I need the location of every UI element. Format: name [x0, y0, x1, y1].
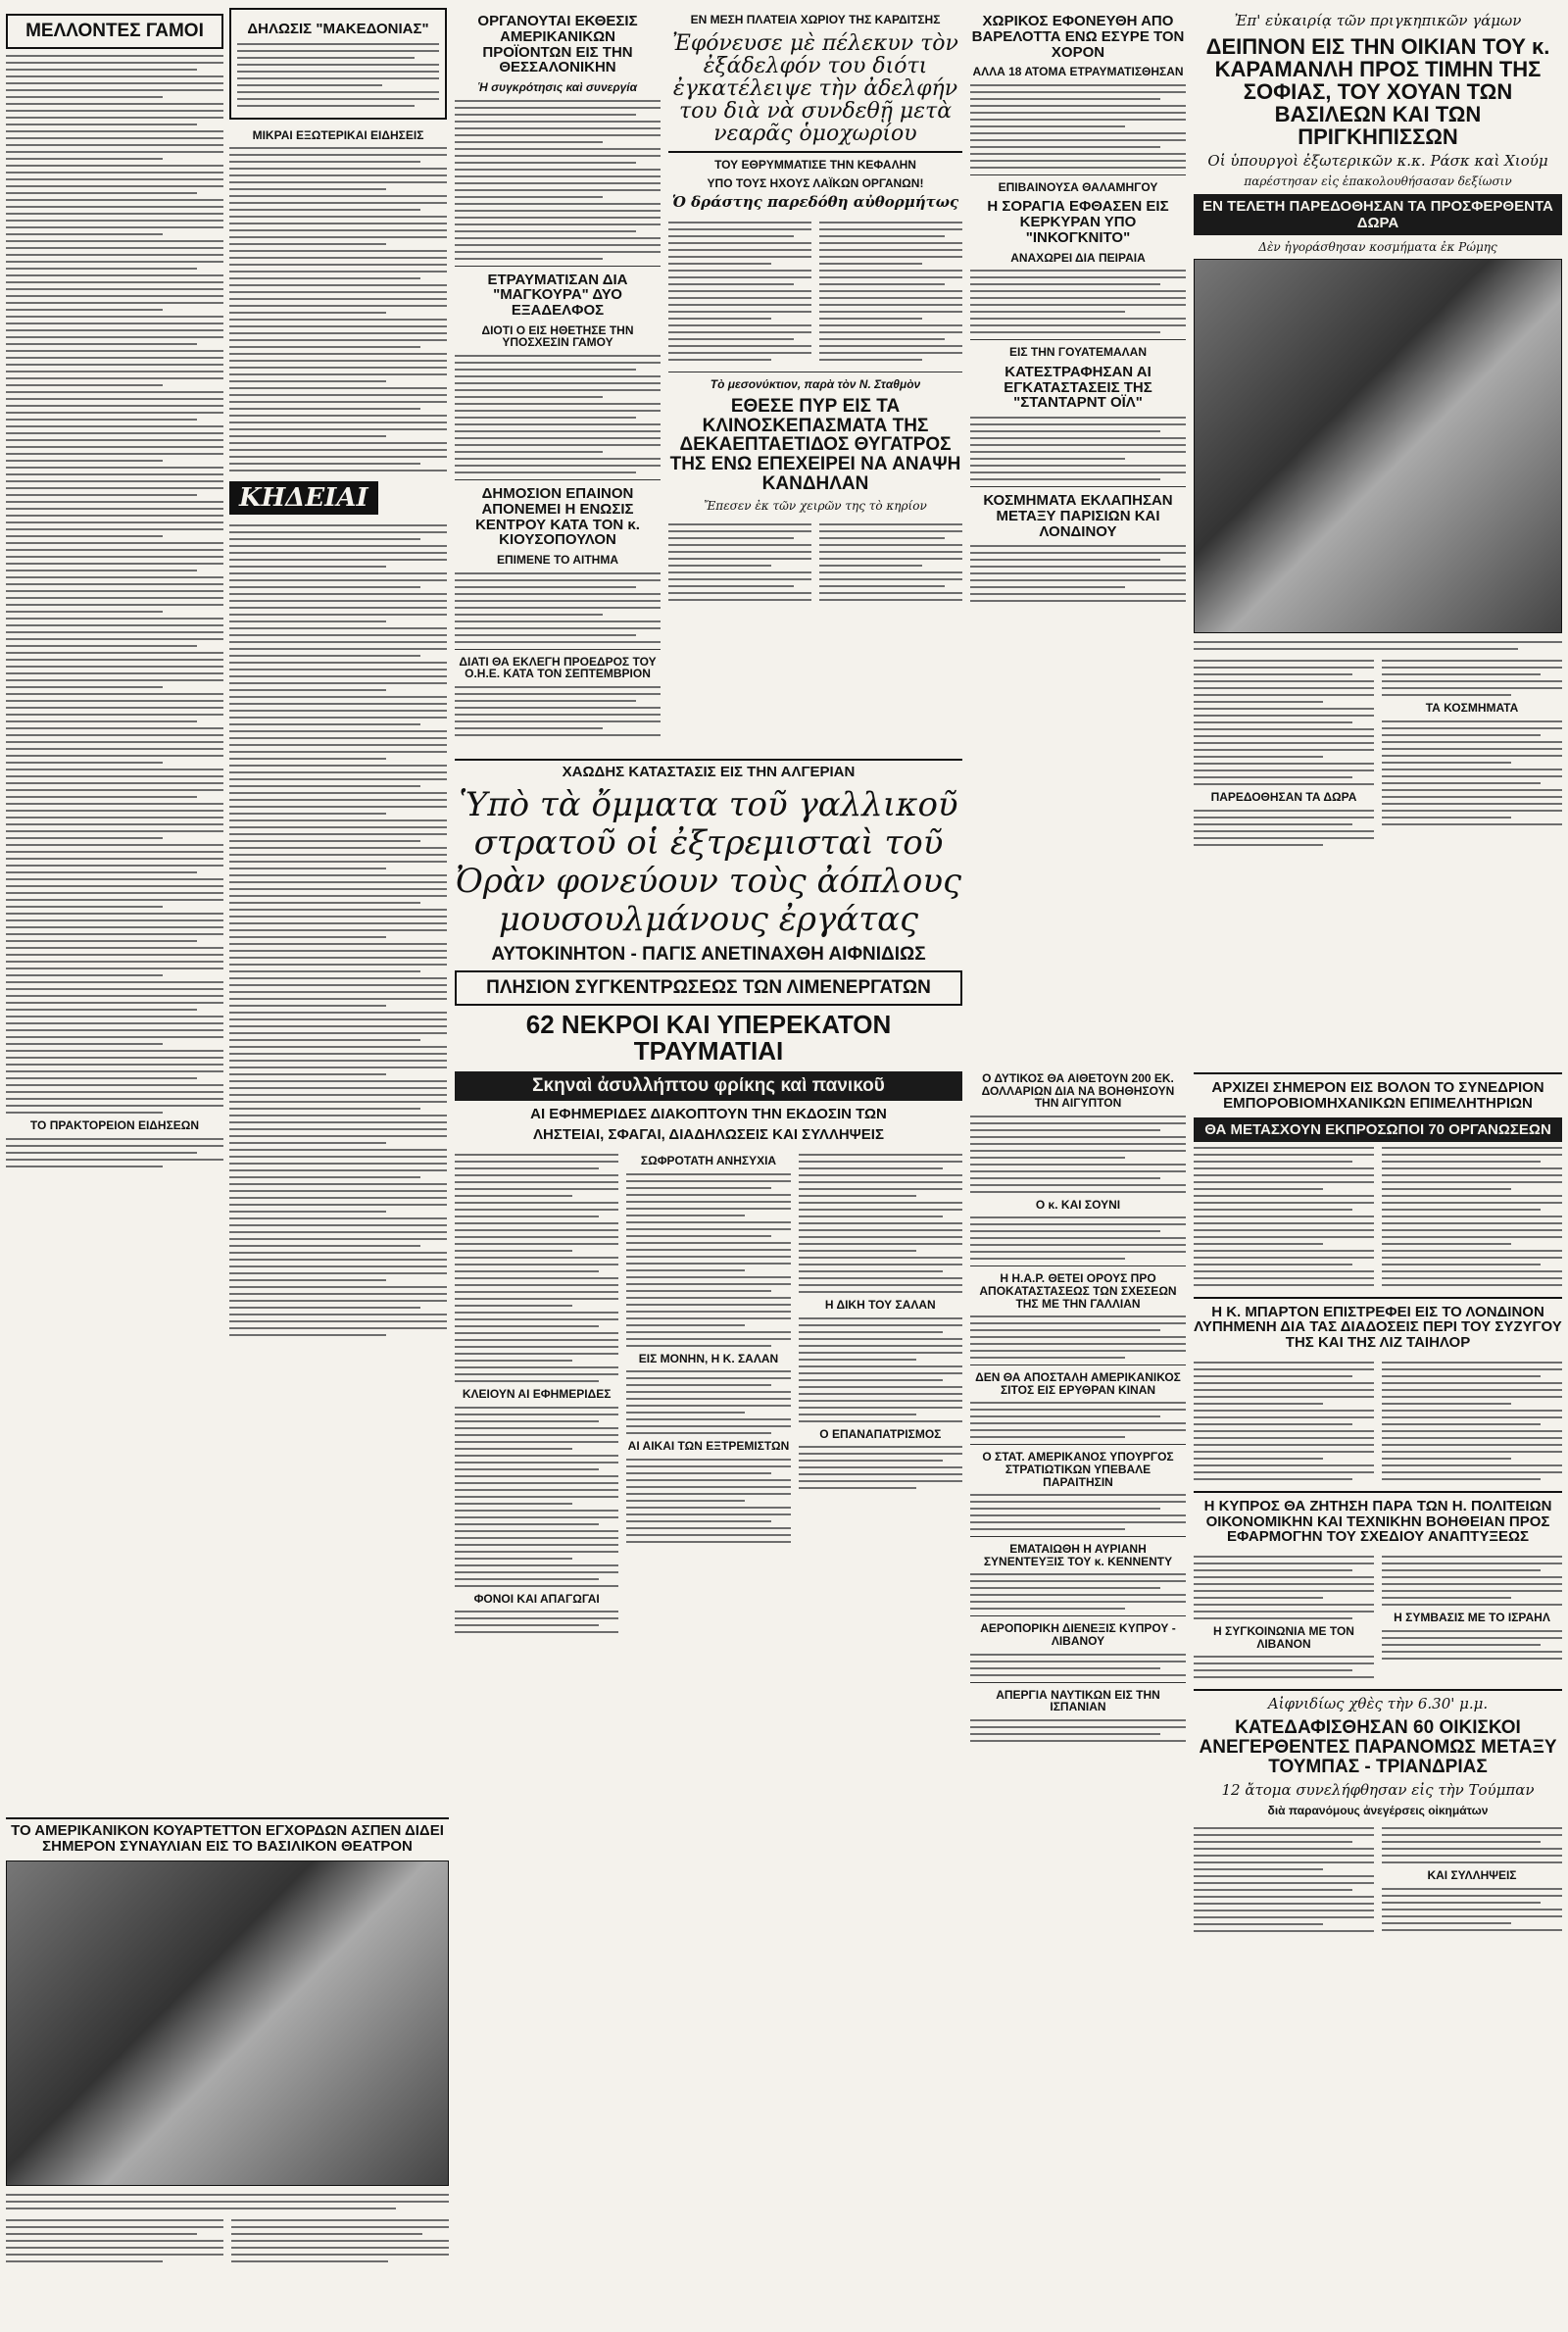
- wheat-body: [970, 1402, 1186, 1438]
- un-headline: ΔΙΑΤΙ ΘΑ ΕΚΛΕΓΗ ΠΡΟΕΔΡΟΣ ΤΟΥ Ο.Η.Ε. ΚΑΤΑ ΤΟΝ ΣΕΠΤΕΜΒΡΙΟΝ: [459, 654, 657, 681]
- dinner-body: [1194, 655, 1562, 851]
- extremists-heading: ΑΙ ΑΙΚΑΙ ΤΩΝ ΕΞΤΡΕΜΙΣΤΩΝ: [627, 1439, 790, 1454]
- algeria-body-col-c: [799, 1149, 962, 1638]
- raid-body-col-b: [1382, 1822, 1562, 1937]
- axe-bar-2: ΥΠΟ ΤΟΥΣ ΗΧΟΥΣ ΛΑΪΚΩΝ ΟΡΓΑΝΩΝ!: [707, 175, 924, 190]
- funerals-label-wrap: [229, 481, 447, 515]
- raid-kicker: Αἰφνιδίως χθὲς τὴν 6.30' μ.μ.: [1267, 1695, 1489, 1713]
- cyprus-body-col-a-lines-2: [1194, 1656, 1374, 1678]
- raid-sub-2: διὰ παρανόμους ἀνεγέρσεις οἰκημάτων: [1267, 1803, 1489, 1817]
- weddings-header: ΜΕΛΛΟΝΤΕΣ ΓΑΜΟΙ: [6, 14, 223, 49]
- algeria-body-col-b-lines-3: [626, 1459, 790, 1543]
- divider: [970, 339, 1186, 340]
- praise-body: [455, 572, 661, 643]
- un-body: [455, 686, 661, 736]
- sukarno-body: [970, 1216, 1186, 1260]
- volos-body-col-a: [1194, 1142, 1374, 1291]
- village-subhead: ΑΛΛΑ 18 ΑΤΟΜΑ ΕΤΡΑΥΜΑΤΙΣΘΗΣΑΝ: [972, 65, 1184, 79]
- dinner-kicker: Ἐπ' εὐκαιρίᾳ τῶν πριγκηπικῶν γάμων: [1234, 12, 1522, 29]
- concert-body-col-b: [231, 2214, 449, 2267]
- cyprus-body-col-b: [1382, 1551, 1562, 1683]
- news-agency-heading: ΤΟ ΠΡΑΚΤΟΡΕΙΟΝ ΕΙΔΗΣΕΩΝ: [29, 1117, 200, 1132]
- divider: [970, 1364, 1186, 1365]
- guatemala-headline: ΚΑΤΕΣΤΡΑΦΗΣΑΝ ΑΙ ΕΓΚΑΤΑΣΤΑΣΕΙΣ ΤΗΣ "ΣΤΑΝΤΑΡΝΤ ΟΪΛ": [1004, 363, 1152, 412]
- fire-body-col-b: [819, 519, 962, 606]
- soraya-kicker: ΕΠΙΒΑΙΝΟΥΣΑ ΘΑΛΑΜΗΓΟΥ: [998, 179, 1158, 194]
- cousins-body: [455, 355, 661, 473]
- arrests-heading: ΚΑΙ ΣΥΛΛΗΨΕΙΣ: [1427, 1868, 1517, 1883]
- dinner-body-col-b-lines-2: [1382, 720, 1562, 825]
- cyprus-headline: Η ΚΥΠΡΟΣ ΘΑ ΖΗΤΗΣΗ ΠΑΡΑ ΤΩΝ Η. ΠΟΛΙΤΕΙΩΝ ΟΙΚΟΝΟΜΙΚΗΝ ΚΑΙ ΤΕΧΝΙΚΗΝ ΒΟΗΘΕΙΑΝ ΠΡΟΣ ΕΦΑΡΜΟΓΗΝ ΤΟΥ ΣΧΕΔΙΟΥ ΑΝΑΠΤΥΞΕΩΣ: [1203, 1497, 1552, 1546]
- foreign-news-heading: ΜΙΚΡΑΙ ΕΞΩΤΕΡΙΚΑΙ ΕΙΔΗΣΕΙΣ: [252, 127, 424, 142]
- egypt-body: [970, 1116, 1186, 1193]
- exhibition-subhead: Ἡ συγκρότησις καὶ συνεργία: [477, 80, 638, 94]
- divider: [970, 1536, 1186, 1537]
- raid-body-col-a: [1194, 1822, 1374, 1937]
- column-axe-murder: [668, 8, 962, 606]
- exhibition-body: [455, 100, 661, 260]
- guatemala-body: [970, 417, 1186, 480]
- algeria-body-col-b-lines-2: [626, 1370, 790, 1434]
- raid-sub-1: 12 ἄτομα συνελήφθησαν εἰς τὴν Τούμπαν: [1221, 1780, 1535, 1799]
- column-weddings: [6, 8, 223, 1172]
- algeria-headline: Ὑπὸ τὰ ὄμματα τοῦ γαλλικοῦ στρατοῦ οἱ ἐξτρεμισταὶ τοῦ Ὀρὰν φονεύουν τοὺς ἀόπλους μουσουλμάνους ἐργάτας: [455, 784, 962, 940]
- axe-headline: Ἐφόνευσε μὲ πέλεκυν τὸν ἐξάδελφόν του διότι ἐγκατέλειψε τὴν ἀδελφήν του διὰ νὰ συνδεθῇ μετὰ νεαρᾶς ὁμοχωρίου: [672, 30, 958, 146]
- column-exhibition: [455, 8, 661, 741]
- dinner-sub-3: Δὲν ἠγοράσθησαν κοσμήματα ἐκ Ρώμης: [1258, 239, 1497, 254]
- dinner-sub-1: Οἱ ὑπουργοὶ ἐξωτερικῶν κ.κ. Ράσκ καὶ Χιούμ: [1207, 152, 1548, 171]
- fire-subhead: Ἔπεσεν ἐκ τῶν χειρῶν της τὸ κηρίον: [704, 499, 927, 514]
- divider: [970, 1682, 1186, 1683]
- gifts-heading: ΠΑΡΕΔΟΘΗΣΑΝ ΤΑ ΔΩΡΑ: [1210, 790, 1357, 805]
- cyprus-body-col-b-lines: [1382, 1556, 1562, 1606]
- uar-body: [970, 1315, 1186, 1359]
- macedonia-statement-body: [237, 43, 439, 107]
- soraya-headline: Η ΣΟΡΑΓΙΑ ΕΦΘΑΣΕΝ ΕΙΣ ΚΕΡΚΥΡΑΝ ΥΠΟ "ΙΝΚΟΓΚΝΙΤΟ": [987, 198, 1169, 246]
- dinner-body-col-a-lines: [1194, 660, 1374, 785]
- divider: [1194, 1297, 1562, 1299]
- raid-body-col-b-lines-2: [1382, 1888, 1562, 1931]
- soraya-subhead: ΑΝΑΧΩΡΕΙ ΔΙΑ ΠΕΙΡΑΙΑ: [1010, 250, 1146, 265]
- salan-trial-heading: Η ΔΙΚΗ ΤΟΥ ΣΑΛΑΝ: [824, 1298, 936, 1313]
- algeria-sub-3: ΛΗΣΤΕΙΑΙ, ΣΦΑΓΑΙ, ΔΙΑΔΗΛΩΣΕΙΣ ΚΑΙ ΣΥΛΛΗΨΕΙΣ: [533, 1126, 884, 1144]
- divider: [970, 486, 1186, 487]
- kennedy-headline: ΕΜΑΤΑΙΩΘΗ Η ΑΥΡΙΑΝΗ ΣΥΝΕΝΤΕΥΞΙΣ ΤΟΥ κ. ΚΕΝΝΕΝΤΥ: [983, 1542, 1173, 1568]
- murders-heading: ΦΟΝΟΙ ΚΑΙ ΑΠΑΓΩΓΑΙ: [473, 1591, 600, 1606]
- algeria-story: [455, 753, 962, 1638]
- concert-headline: ΤΟ ΑΜΕΡΙΚΑΝΙΚΟΝ ΚΟΥΑΡΤΕΤΤΟΝ ΕΓΧΟΡΔΩΝ ΑΣΠΕΝ ΔΙΔΕΙ ΣΗΜΕΡΟΝ ΣΥΝΑΥΛΙΑΝ ΕΙΣ ΤΟ ΒΑΣΙΛΙΚΟΝ ΘΕΑΤΡΟΝ: [6, 1817, 449, 1855]
- algeria-body-col-a: [455, 1149, 618, 1638]
- volos-body-col-b: [1382, 1142, 1562, 1291]
- dinner-body-col-b-lines: [1382, 660, 1562, 696]
- burton-headline: Η Κ. ΜΠΑΡΤΟΝ ΕΠΙΣΤΡΕΦΕΙ ΕΙΣ ΤΟ ΛΟΝΔΙΝΟΝ ΛΥΠΗΜΕΝΗ ΔΙΑ ΤΑΣ ΔΙΑΔΟΣΕΙΣ ΠΕΡΙ ΤΟΥ ΣΥΖΥΓΟΥ ΤΗΣ ΚΑΙ ΤΗΣ ΛΙΖ ΤΑΙΗΛΟΡ: [1194, 1303, 1562, 1351]
- strike-headline: ΑΠΕΡΓΙΑ ΝΑΥΤΙΚΩΝ ΕΙΣ ΤΗΝ ΙΣΠΑΝΙΑΝ: [996, 1687, 1160, 1714]
- exhibition-headline: ΟΡΓΑΝΟΥΤΑΙ ΕΚΘΕΣΙΣ ΑΜΕΡΙΚΑΝΙΚΩΝ ΠΡΟΪΟΝΤΩΝ ΕΙΣ ΤΗΝ ΘΕΣΣΑΛΟΝΙΚΗΝ: [477, 13, 638, 76]
- divider: [1194, 1689, 1562, 1691]
- salan-wife-heading: ΕΙΣ ΜΟΝΗΝ, Η Κ. ΣΑΛΑΝ: [638, 1351, 779, 1365]
- fire-body-col-a: [668, 519, 811, 606]
- jewels-body: [970, 545, 1186, 602]
- raid-body: [1194, 1822, 1562, 1937]
- concert-body-col-a: [6, 2214, 223, 2267]
- aviation-headline: ΑΕΡΟΠΟΡΙΚΗ ΔΙΕΝΕΞΙΣ ΚΥΠΡΟΥ - ΛΙΒΑΝΟΥ: [980, 1621, 1176, 1648]
- macedonia-statement-title: ΔΗΛΩΣΙΣ "ΜΑΚΕΔΟΝΙΑΣ": [247, 21, 429, 37]
- wheat-headline: ΔΕΝ ΘΑ ΑΠΟΣΤΑΛΗ ΑΜΕΡΙΚΑΝΙΚΟΣ ΣΙΤΟΣ ΕΙΣ ΕΡΥΘΡΑΝ ΚΙΝΑΝ: [975, 1370, 1181, 1397]
- divider: [970, 1444, 1186, 1445]
- divider: [455, 649, 661, 650]
- anxiety-heading: ΣΩΦΡΟΤΑΤΗ ΑΝΗΣΥΧΙΑ: [640, 1154, 777, 1168]
- macedonia-statement-box: [229, 8, 447, 120]
- column-right-lower: [1194, 1067, 1562, 1937]
- dinner-sub-2: παρέστησαν εἰς ἑπακολουθήσασαν δεξίωσιν: [1244, 174, 1512, 188]
- cyprus-body: [1194, 1551, 1562, 1683]
- volos-bar: ΘΑ ΜΕΤΑΣΧΟΥΝ ΕΚΠΡΟΣΩΠΟΙ 70 ΟΡΓΑΝΩΣΕΩΝ: [1194, 1117, 1562, 1142]
- algeria-body-col-c-lines: [799, 1154, 962, 1293]
- village-body: [970, 84, 1186, 169]
- algeria-body: [455, 1149, 962, 1638]
- cyprus-body-col-b-lines-2: [1382, 1630, 1562, 1660]
- lebanon-heading: Η ΣΥΓΚΟΙΝΩΝΙΑ ΜΕ ΤΟΝ ΛΙΒΑΝΟΝ: [1213, 1624, 1354, 1651]
- divider: [970, 1615, 1186, 1616]
- divider: [668, 151, 962, 153]
- jewellery-heading: ΤΑ ΚΟΣΜΗΜΑΤΑ: [1425, 701, 1519, 716]
- algeria-sub-2: ΑΙ ΕΦΗΜΕΡΙΔΕΣ ΔΙΑΚΟΠΤΟΥΝ ΤΗΝ ΕΚΔΟΣΙΝ ΤΩΝ: [530, 1105, 887, 1122]
- algeria-body-col-a-lines-3: [455, 1611, 618, 1633]
- guatemala-kicker: ΕΙΣ ΤΗΝ ΓΟΥΑΤΕΜΑΛΑΝ: [1009, 345, 1147, 360]
- uar-headline: Η Η.Α.Ρ. ΘΕΤΕΙ ΟΡΟΥΣ ΠΡΟ ΑΠΟΚΑΤΑΣΤΑΣΕΩΣ ΤΩΝ ΣΧΕΣΕΩΝ ΤΗΣ ΜΕ ΤΗΝ ΓΑΛΛΙΑΝ: [979, 1271, 1177, 1311]
- divider: [455, 479, 661, 480]
- newspapers-close-heading: ΚΛΕΙΟΥΝ ΑΙ ΕΦΗΜΕΡΙΔΕΣ: [462, 1387, 612, 1402]
- dinner-body-col-a: [1194, 655, 1374, 851]
- quartet-photo: [6, 1861, 449, 2186]
- algeria-bar-3: 62 ΝΕΚΡΟΙ ΚΑΙ ΥΠΕΡΕΚΑΤΟΝ ΤΡΑΥΜΑΤΙΑΙ: [525, 1010, 892, 1067]
- news-agency-body: [6, 1138, 223, 1167]
- aviation-body: [970, 1654, 1186, 1676]
- sukarno-heading: Ο κ. ΚΑΙ ΣΟΥΝΙ: [1035, 1197, 1121, 1212]
- divider: [970, 174, 1186, 175]
- algeria-kicker: ΧΑΩΔΗΣ ΚΑΤΑΣΤΑΣΙΣ ΕΙΣ ΤΗΝ ΑΛΓΕΡΙΑΝ: [455, 759, 962, 780]
- jewels-headline: ΚΟΣΜΗΜΑΤΑ ΕΚΛΑΠΗΣΑΝ ΜΕΤΑΞΥ ΠΑΡΙΣΙΩΝ ΚΑΙ ΛΟΝΔΙΝΟΥ: [983, 492, 1173, 540]
- divider: [1194, 1072, 1562, 1074]
- resignation-headline: Ο ΣΤΑΤ. ΑΜΕΡΙΚΑΝΟΣ ΥΠΟΥΡΓΟΣ ΣΤΡΑΤΙΩΤΙΚΩΝ ΥΠΕΒΑΛΕ ΠΑΡΑΙΤΗΣΙΝ: [982, 1450, 1174, 1489]
- algeria-body-col-a-lines: [455, 1154, 618, 1382]
- algeria-body-col-b: [626, 1149, 790, 1638]
- village-headline: ΧΩΡΙΚΟΣ ΕΦΟΝΕΥΘΗ ΑΠΟ ΒΑΡΕΛΟΤΤΑ ΕΝΩ ΕΣΥΡΕ ΤΟΝ ΧΟΡΟΝ: [971, 13, 1185, 61]
- algeria-bar-1: ΑΥΤΟΚΙΝΗΤΟΝ - ΠΑΓΙΣ ΑΝΕΤΙΝΑΧΘΗ ΑΙΦΝΙΔΙΩΣ: [491, 944, 926, 966]
- weddings-body: [6, 55, 223, 1114]
- burton-body-col-a: [1194, 1357, 1374, 1485]
- algeria-body-col-c-lines-2: [799, 1317, 962, 1422]
- burton-body-col-b: [1382, 1357, 1562, 1485]
- column-egypt: [970, 1067, 1186, 1747]
- praise-subhead: ΕΠΙΜΕΝΕ ΤΟ ΑΙΤΗΜΑ: [496, 553, 618, 568]
- cyprus-body-col-a-lines: [1194, 1556, 1374, 1619]
- dinner-headline: ΔΕΙΠΝΟΝ ΕΙΣ ΤΗΝ ΟΙΚΙΑΝ ΤΟΥ κ. ΚΑΡΑΜΑΝΛΗ ΠΡΟΣ ΤΙΜΗΝ ΤΗΣ ΣΟΦΙΑΣ, ΤΟΥ ΧΟΥΑΝ ΤΩΝ ΒΑΣΙΛΕΩΝ ΚΑΙ ΤΩΝ ΠΡΙΓΚΗΠΙΣΣΩΝ: [1205, 33, 1550, 150]
- volos-headline: ΑΡΧΙΖΕΙ ΣΗΜΕΡΟΝ ΕΙΣ ΒΟΛΟΝ ΤΟ ΣΥΝΕΔΡΙΟΝ ΕΜΠΟΡΟΒΙΟΜΗΧΑΝΙΚΩΝ ΕΠΙΜΕΛΗΤΗΡΙΩΝ: [1211, 1079, 1544, 1112]
- quartet-caption: [6, 2194, 449, 2209]
- funerals-body: [229, 524, 447, 1336]
- axe-bar-1: ΤΟΥ ΕΘΡΥΜΜΑΤΙΣΕ ΤΗΝ ΚΕΦΑΛΗΝ: [714, 158, 916, 173]
- algeria-body-col-c-lines-3: [799, 1446, 962, 1489]
- israel-heading: Η ΣΥΜΒΑΣΙΣ ΜΕ ΤΟ ΙΣΡΑΗΛ: [1394, 1611, 1550, 1624]
- resignation-body: [970, 1494, 1186, 1530]
- column-notices: [229, 8, 447, 1341]
- axe-body-col-b: [819, 217, 962, 366]
- concert-body: [6, 2214, 449, 2267]
- burton-body: [1194, 1357, 1562, 1485]
- cousins-headline: ΕΤΡΑΥΜΑΤΙΣΑΝ ΔΙΑ "ΜΑΓΚΟΥΡΑ" ΔΥΟ ΕΞΑΔΕΛΦΟΣ: [487, 271, 628, 320]
- axe-kicker: ΕΝ ΜΕΣΗ ΠΛΑΤΕΙΑ ΧΩΡΙΟΥ ΤΗΣ ΚΑΡΔΙΤΣΗΣ: [690, 13, 941, 26]
- soraya-body: [970, 270, 1186, 333]
- axe-subhead: Ὁ δράστης παρεδόθη αὐθορμήτως: [671, 193, 959, 212]
- funerals-label: ΚΗΔΕΙΑΙ: [229, 481, 378, 515]
- axe-body-col-a: [668, 217, 811, 366]
- column-dinner: [1194, 8, 1562, 851]
- algeria-body-col-a-lines-2: [455, 1407, 618, 1587]
- fire-kicker: Τὸ μεσονύκτιον, παρὰ τὸν Ν. Σταθμὸν: [710, 377, 921, 391]
- praise-headline: ΔΗΜΟΣΙΟΝ ΕΠΑΙΝΟΝ ΑΠΟΝΕΜΕΙ Η ΕΝΩΣΙΣ ΚΕΝΤΡΟΥ ΚΑΤΑ ΤΟΝ κ. ΚΙΟΥΣΟΠΟΥΛΟΝ: [475, 485, 640, 549]
- kennedy-body: [970, 1573, 1186, 1610]
- column-village: [970, 8, 1186, 607]
- divider: [970, 1265, 1186, 1266]
- foreign-news-body: [229, 147, 447, 471]
- algeria-subhead: Σκηναὶ ἀσυλλήπτου φρίκης καὶ πανικοῦ: [455, 1071, 962, 1101]
- cousins-subhead: ΔΙΟΤΙ Ο ΕΙΣ ΗΘΕΤΗΣΕ ΤΗΝ ΥΠΟΣΧΕΣΙΝ ΓΑΜΟΥ: [481, 323, 634, 350]
- egypt-headline: Ο ΔΥΤΙΚΟΣ ΘΑ ΑΙΘΕΤΟΥΝ 200 ΕΚ. ΔΟΛΛΑΡΙΩΝ ΔΙΑ ΝΑ ΒΟΗΘΗΣΟΥΝ ΤΗΝ ΑΙΓΥΠΤΟΝ: [981, 1071, 1175, 1111]
- fire-headline: ΕΘΕΣΕ ΠΥΡ ΕΙΣ ΤΑ ΚΛΙΝΟΣΚΕΠΑΣΜΑΤΑ ΤΗΣ ΔΕΚΑΕΠΤΑΕΤΙΔΟΣ ΘΥΓΑΤΡΟΣ ΤΗΣ ΕΝΩ ΕΠΕΧΕΙΡΕΙ ΝΑ ΑΝΑΨΗ ΚΑΝΔΗΛΑΝ: [669, 395, 961, 495]
- divider: [455, 266, 661, 267]
- cyprus-body-col-a: [1194, 1551, 1374, 1683]
- raid-body-col-b-lines: [1382, 1827, 1562, 1863]
- axe-body: [668, 217, 962, 366]
- dinner-body-col-b: [1382, 655, 1562, 851]
- strike-body: [970, 1719, 1186, 1742]
- algeria-body-col-b-lines: [626, 1173, 790, 1347]
- repatriation-heading: Ο ΕΠΑΝΑΠΑΤΡΙΣΜΟΣ: [819, 1426, 942, 1441]
- dinner-body-col-a-lines-2: [1194, 810, 1374, 846]
- concert-story: [6, 1811, 449, 2267]
- dinner-bar: ΕΝ ΤΕΛΕΤΗ ΠΑΡΕΔΟΘΗΣΑΝ ΤΑ ΠΡΟΣΦΕΡΘΕΝΤΑ ΔΩΡΑ: [1194, 194, 1562, 235]
- raid-headline: ΚΑΤΕΔΑΦΙΣΘΗΣΑΝ 60 ΟΙΚΙΣΚΟΙ ΑΝΕΓΕΡΘΕΝΤΕΣ ΠΑΡΑΝΟΜΩΣ ΜΕΤΑΞΥ ΤΟΥΜΠΑΣ - ΤΡΙΑΝΔΡΙΑΣ: [1199, 1716, 1557, 1777]
- algeria-bar-2: ΠΛΗΣΙΟΝ ΣΥΓΚΕΝΤΡΩΣΕΩΣ ΤΩΝ ΛΙΜΕΝΕΡΓΑΤΩΝ: [455, 970, 962, 1006]
- photo-caption: [1194, 641, 1562, 650]
- divider: [1194, 1491, 1562, 1493]
- royal-couple-photo: [1194, 259, 1562, 633]
- volos-body: [1194, 1142, 1562, 1291]
- fire-body: [668, 519, 962, 606]
